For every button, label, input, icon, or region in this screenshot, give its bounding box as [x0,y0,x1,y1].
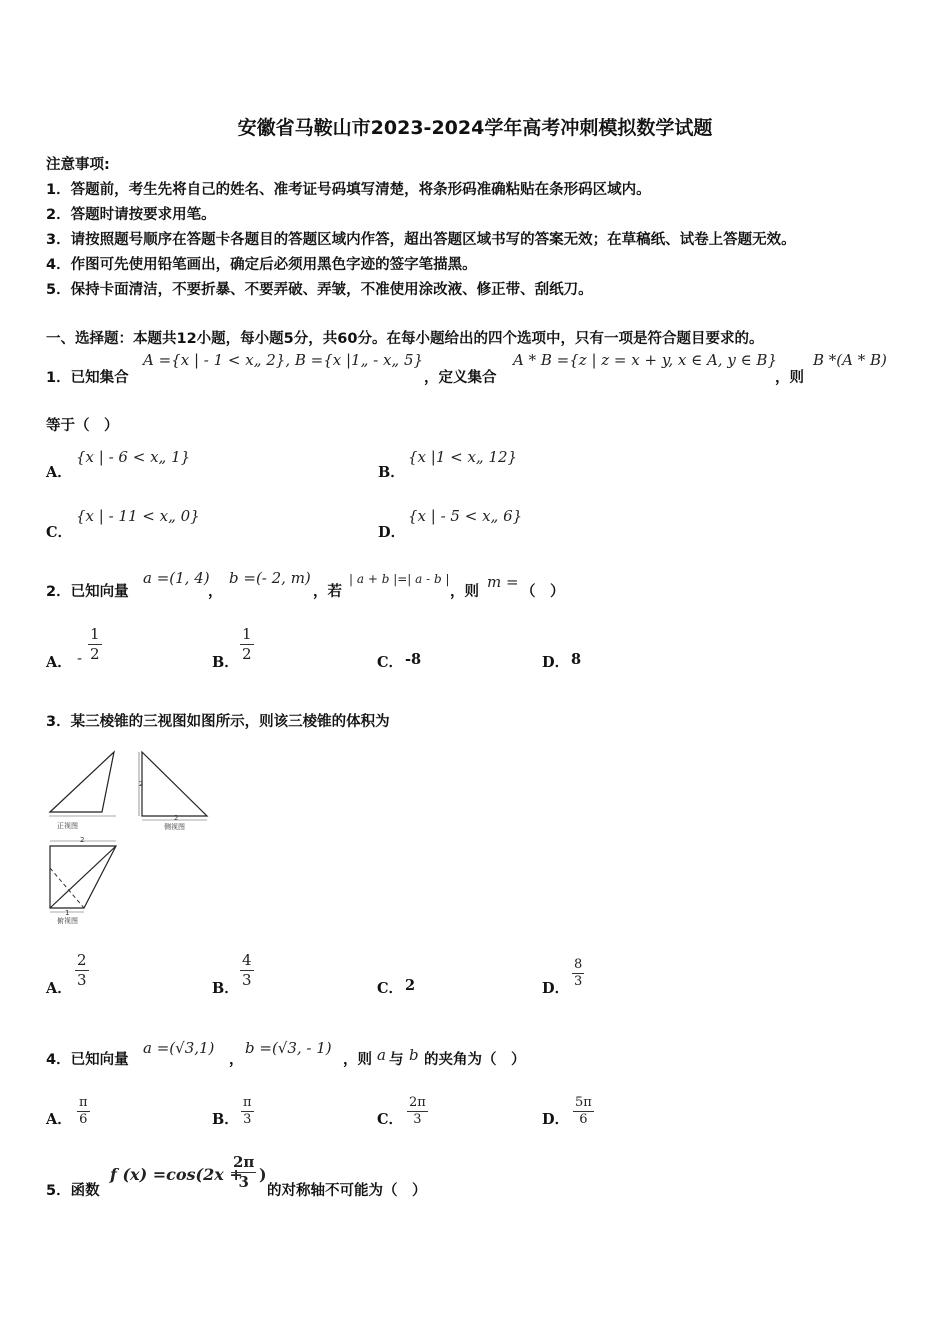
top-dim-label: 2 [80,836,85,844]
q1-option-a-value: {x | - 6 < x„ 1} [76,448,191,466]
fraction-numerator: π [243,1095,252,1110]
notice-item: 4．作图可先使用铅笔画出，确定后必须用黑色字迹的签字笔描黑。 [46,257,477,273]
q3-option-b-label[interactable]: B． [212,980,239,997]
q5-fraction [231,1154,256,1191]
fraction-numerator: 5π [575,1095,592,1110]
q1-option-a-label[interactable]: A． [46,464,72,481]
fraction-denominator: 3 [77,971,87,989]
q4-end: 的夹角为（ ） [424,1052,526,1068]
top-bottom-dim-label: 1 [65,909,70,917]
q4-option-a-fraction [77,1096,90,1127]
q2-option-a-label[interactable]: A． [46,654,72,671]
q4-option-b-label[interactable]: B． [212,1111,239,1128]
q4-option-d-fraction [573,1096,594,1127]
front-view-triangle [50,752,114,812]
fraction-denominator: 2 [90,645,100,663]
q1-option-c-label[interactable]: C． [46,524,73,541]
q2-comma: ， [208,584,223,600]
q1-option-c-value: {x | - 11 < x„ 0} [76,507,200,525]
fraction-numerator: 1 [242,625,252,643]
q4-and: 与 [389,1052,404,1068]
fraction-numerator: 2 [77,951,87,969]
q2-end: （ ） [521,584,565,600]
q2-vector-b: b =(- 2, m) [229,569,311,587]
q2-vector-a: a =(1, 4) [143,569,210,587]
fraction-numerator: 4 [242,951,252,969]
front-view-label: 正视图 [57,822,78,830]
q2-option-c-label[interactable]: C． [377,654,404,671]
fraction-denominator: 3 [238,1173,249,1191]
q1-sets: A ={x | - 1 < x„ 2}, B ={x |1„ - x„ 5} [143,351,424,369]
q1-option-b-value: {x |1 < x„ 12} [408,448,518,466]
q3-option-c-value: 2 [405,977,416,994]
q4-prefix: 4．已知向量 [46,1052,129,1068]
fraction-denominator: 6 [579,1112,588,1127]
fraction-denominator: 3 [413,1112,422,1127]
q2-prefix: 2．已知向量 [46,584,129,600]
q3-option-d-label[interactable]: D． [542,980,570,997]
q2-option-b-label[interactable]: B． [212,654,239,671]
q1-mid: ，定义集合 [424,370,497,386]
q3-option-b-fraction [240,952,254,989]
q2-then: ，则 [450,584,479,600]
q4-vector-a: a =(√3,1) [143,1039,215,1057]
top-view-label: 俯视图 [57,917,78,925]
fraction-numerator: 2π [233,1153,255,1171]
fraction-numerator: 8 [574,957,583,972]
side-view-triangle [142,752,207,816]
side-bottom-dim-label: 2 [174,814,179,822]
q1-then: ，则 [775,370,804,386]
q4-option-d-label[interactable]: D． [542,1111,570,1128]
q2-if: ，若 [313,584,342,600]
q3-option-d-fraction [572,958,584,989]
three-view-figure [44,750,224,930]
fraction-numerator: 1 [90,625,100,643]
q4-option-b-fraction [241,1096,254,1127]
q1-continuation: 等于（ ） [46,418,119,434]
notice-item: 1．答题前，考生先将自己的姓名、准考证号码填写清楚，将条形码准确粘贴在条形码区域内。 [46,182,651,198]
q3-option-a-label[interactable]: A． [46,980,72,997]
q2-condition: | a + b |=| a - b | [349,572,450,586]
q2-option-d-value: 8 [571,651,582,668]
q4-vector-b: b =(√3, - 1) [245,1039,332,1057]
fraction-denominator: 2 [242,645,252,663]
section-heading: 一、选择题：本题共12小题，每小题5分，共60分。在每小题给出的四个选项中，只有一项是符合题目要求的。 [46,331,764,347]
q1-option-d-label[interactable]: D． [378,524,406,541]
notice-item: 3．请按照题号顺序在答题卡各题目的答题区域内作答，超出答题区域书写的答案无效；在草稿纸、试卷上答题无效。 [46,232,796,248]
notice-heading: 注意事项: [46,157,110,173]
fraction-numerator: π [79,1095,88,1110]
side-dim-label: 2 [139,780,144,788]
q4-then: ，则 [343,1052,372,1068]
q1-expression: B *(A * B) [813,351,887,369]
q2-m: m = [487,573,519,591]
q4-var-a: a [377,1046,386,1064]
q1-option-d-value: {x | - 5 < x„ 6} [408,507,523,525]
q5-function: f (x) =cos(2x + [110,1165,243,1184]
fraction-denominator: 3 [243,1112,252,1127]
q3-option-c-label[interactable]: C． [377,980,404,997]
q1-prefix: 1．已知集合 [46,370,129,386]
q2-option-b-fraction [240,626,254,663]
q4-comma: ， [229,1052,244,1068]
side-view-label: 侧视图 [164,823,185,831]
q5-end: 的对称轴不可能为（ ） [267,1183,427,1199]
q4-option-c-fraction [407,1096,428,1127]
q3-text: 3．某三棱锥的三视图如图所示，则该三棱锥的体积为 [46,714,390,730]
fraction-numerator: 2π [409,1095,426,1110]
q1-option-b-label[interactable]: B． [378,464,405,481]
q2-option-c-value: -8 [405,651,422,668]
q4-option-a-label[interactable]: A． [46,1111,72,1128]
notice-item: 5．保持卡面清洁，不要折暴、不要弄破、弄皱，不准使用涂改液、修正带、刮纸刀。 [46,282,593,298]
q1-definition: A * B ={z | z = x + y, x ∈ A, y ∈ B} [513,351,778,369]
q2-option-a-sign: - [77,649,83,667]
q2-option-d-label[interactable]: D． [542,654,570,671]
q4-var-b: b [409,1046,419,1064]
q3-option-a-fraction [75,952,89,989]
fraction-denominator: 3 [242,971,252,989]
fraction-denominator: 6 [79,1112,88,1127]
fraction-denominator: 3 [574,974,583,989]
q5-close-paren: ) [259,1165,267,1184]
notice-item: 2．答题时请按要求用笔。 [46,207,216,223]
page-title: 安徽省马鞍山市2023-2024学年高考冲刺模拟数学试题 [237,117,713,139]
q2-option-a-fraction [88,626,102,663]
q4-option-c-label[interactable]: C． [377,1111,404,1128]
q5-prefix: 5．函数 [46,1183,100,1199]
